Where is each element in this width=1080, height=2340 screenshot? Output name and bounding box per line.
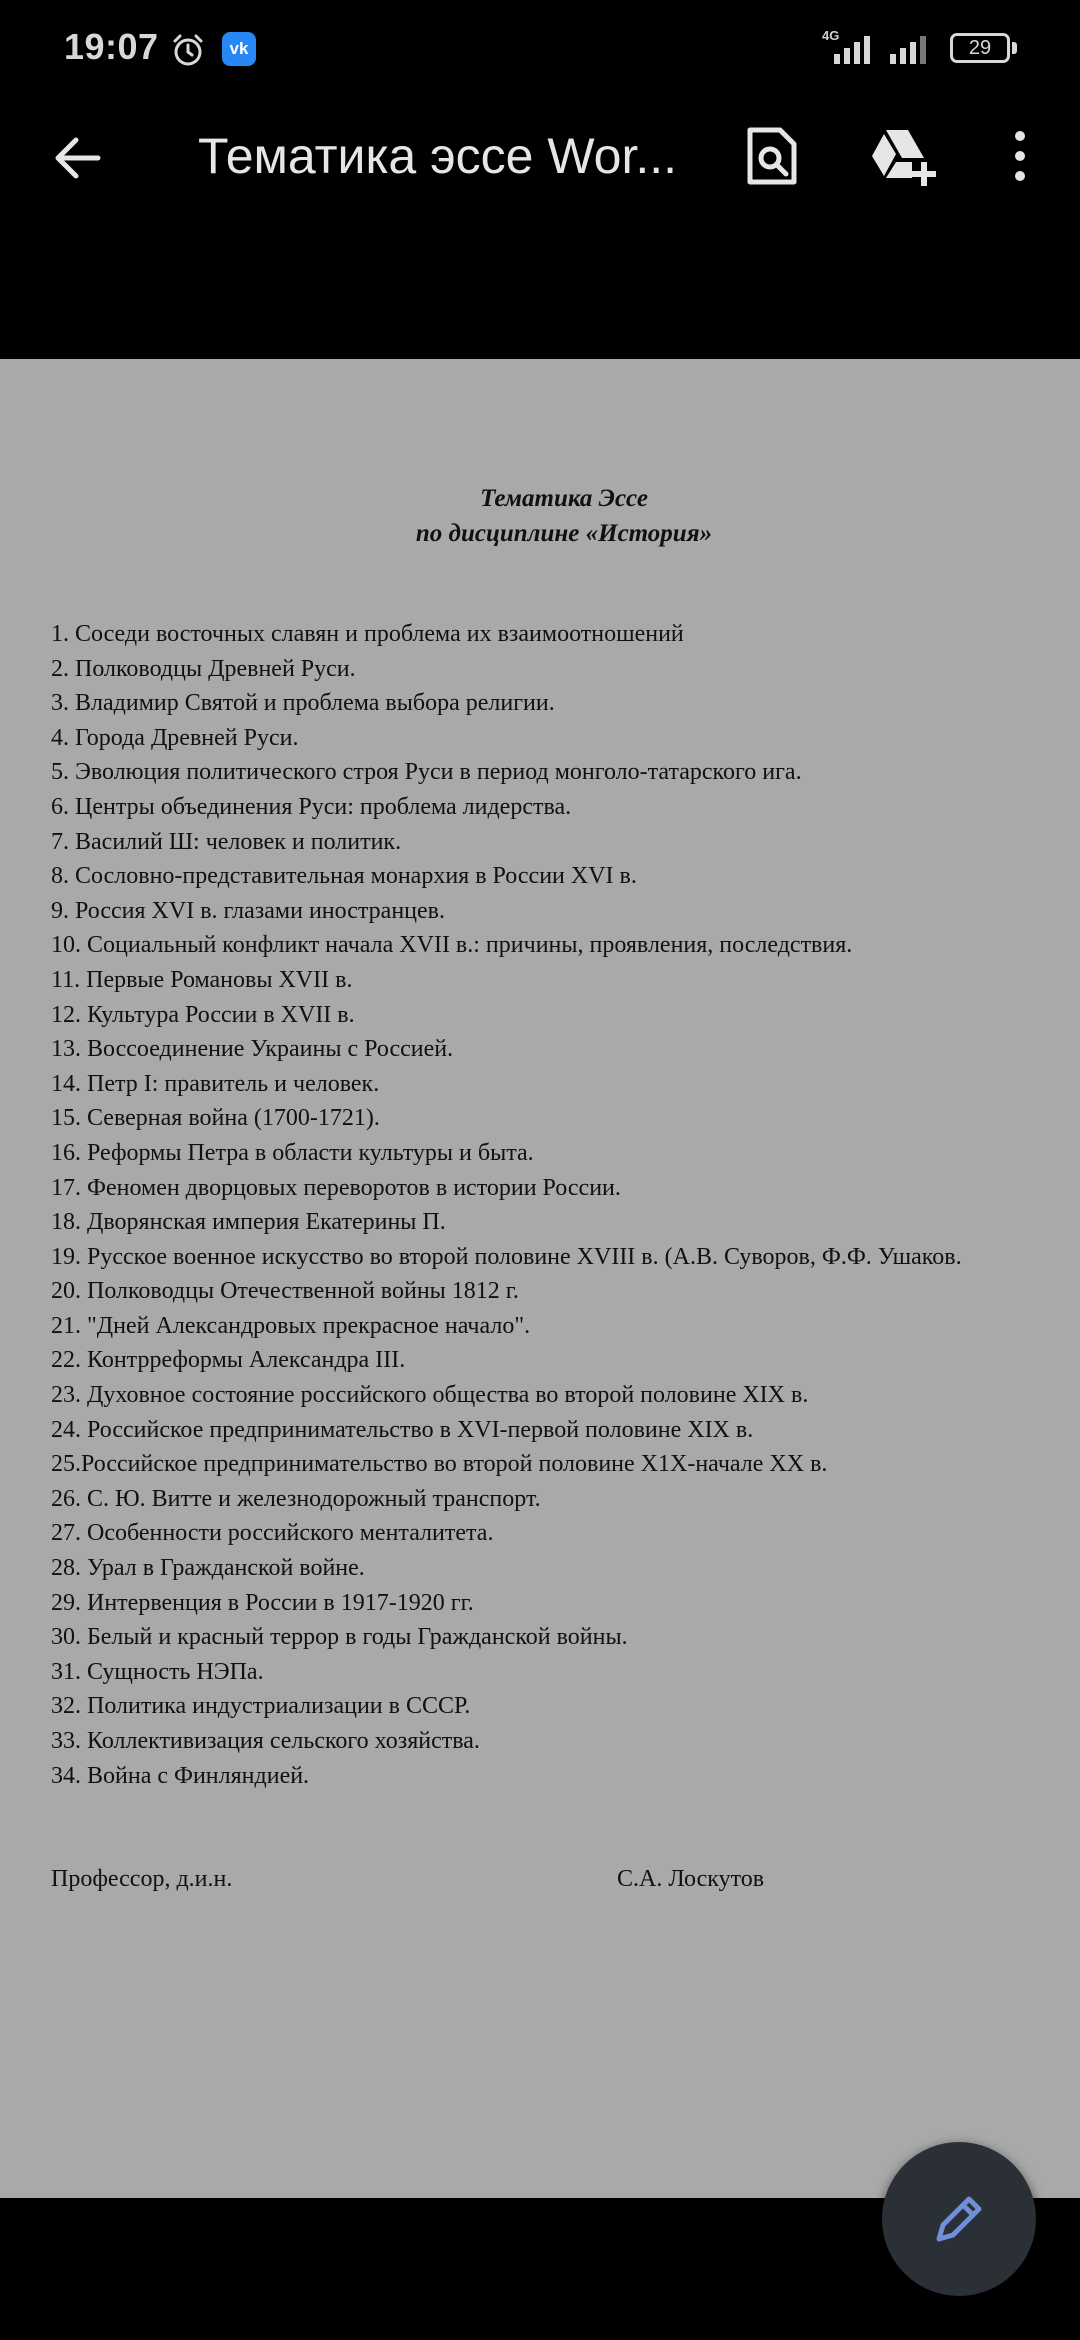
pencil-icon xyxy=(927,2187,991,2251)
signal-strength-icon-sim2 xyxy=(888,34,944,64)
alarm-clock-icon xyxy=(170,32,206,68)
list-item: 21. "Дней Александровых прекрасное начало". xyxy=(51,1312,531,1339)
list-item: 3. Владимир Святой и проблема выбора религии. xyxy=(51,690,555,717)
list-item: 17. Феномен дворцовых переворотов в истории России. xyxy=(51,1174,621,1201)
list-item: 14. Петр I: правитель и человек. xyxy=(51,1070,380,1097)
list-item: 15. Северная война (1700-1721). xyxy=(51,1105,380,1132)
document-heading xyxy=(0,481,1080,551)
battery-icon: 29 xyxy=(950,33,1010,63)
vk-app-icon: vk xyxy=(222,32,256,66)
list-item: 34. Война с Финляндией. xyxy=(51,1762,310,1789)
list-item: 10. Социальный конфликт начала XVII в.: причины, проявления, последствия. xyxy=(51,932,853,959)
list-item: 7. Василий Ш: человек и политик. xyxy=(51,828,402,855)
list-item: 23. Духовное состояние российского общества во второй половине XIX в. xyxy=(51,1382,809,1409)
back-arrow-icon[interactable] xyxy=(42,122,114,194)
list-item: 28. Урал в Гражданской войне. xyxy=(51,1555,365,1582)
list-item: 18. Дворянская империя Екатерины П. xyxy=(51,1209,446,1236)
list-item: 29. Интервенция в России в 1917-1920 гг. xyxy=(51,1589,474,1616)
list-item: 22. Контрреформы Александра III. xyxy=(51,1347,406,1374)
list-item: 32. Политика индустриализации в СССР. xyxy=(51,1693,471,1720)
list-item: 33. Коллективизация сельского хозяйства. xyxy=(51,1728,480,1754)
heading-line-1: Тематика Эссе xyxy=(480,485,648,512)
signal-strength-icon xyxy=(820,34,876,64)
edit-button[interactable] xyxy=(882,2142,1036,2296)
list-item: 6. Центры объединения Руси: проблема лидерства. xyxy=(51,793,572,820)
list-item: 9. Россия XVI в. глазами иностранцев. xyxy=(51,897,445,924)
list-item: 30. Белый и красный террор в годы Гражданской войны. xyxy=(51,1624,628,1651)
list-item: 5. Эволюция политического строя Руси в период монголо-татарского ига. xyxy=(51,759,802,786)
signature-name: С.А. Лоскутов xyxy=(617,1866,765,1892)
app-bar xyxy=(0,100,1080,220)
topic-list xyxy=(51,617,1080,1793)
status-bar xyxy=(0,0,1080,100)
add-to-drive-icon[interactable] xyxy=(866,124,938,188)
list-item: 16. Реформы Петра в области культуры и быта. xyxy=(51,1139,534,1166)
more-options-icon[interactable] xyxy=(1000,124,1040,188)
list-item: 31. Сущность НЭПа. xyxy=(51,1658,264,1685)
battery-tip xyxy=(1012,42,1017,54)
list-item: 13. Воссоединение Украины с Россией. xyxy=(51,1036,454,1063)
list-item: 19. Русское военное искусство во второй половине XVIII в. (А.В. Суворов, Ф.Ф. Ушаков. xyxy=(51,1243,962,1270)
signature-title: Профессор, д.и.н. xyxy=(51,1866,233,1892)
list-item: 12. Культура России в XVII в. xyxy=(51,1001,355,1028)
list-item: 24. Российское предпринимательство в XVI-первой половине XIX в. xyxy=(51,1416,754,1443)
list-item: 20. Полководцы Отечественной войны 1812 г. xyxy=(51,1278,519,1305)
list-item: 1. Соседи восточных славян и проблема их взаимоотношений xyxy=(51,621,684,647)
list-item: 8. Сословно-представительная монархия в России XVI в. xyxy=(51,863,637,890)
list-item: 2. Полководцы Древней Руси. xyxy=(51,655,356,682)
network-type-label: 4G xyxy=(822,28,840,43)
list-item: 26. С. Ю. Витте и железнодорожный транспорт. xyxy=(51,1485,541,1512)
list-item: 11. Первые Романовы XVII в. xyxy=(51,966,353,993)
status-time: 19:07 xyxy=(64,26,159,67)
search-in-document-icon[interactable] xyxy=(740,124,804,188)
list-item: 25.Российское предпринимательство во второй половине Х1Х-начале ХХ в. xyxy=(51,1451,828,1478)
document-title: Тематика эссе Wor... xyxy=(198,128,678,184)
document-page[interactable] xyxy=(0,359,1080,2198)
heading-line-2: по дисциплине «История» xyxy=(415,520,713,547)
list-item: 27. Особенности российского менталитета. xyxy=(51,1520,494,1547)
list-item: 4. Города Древней Руси. xyxy=(51,724,299,751)
